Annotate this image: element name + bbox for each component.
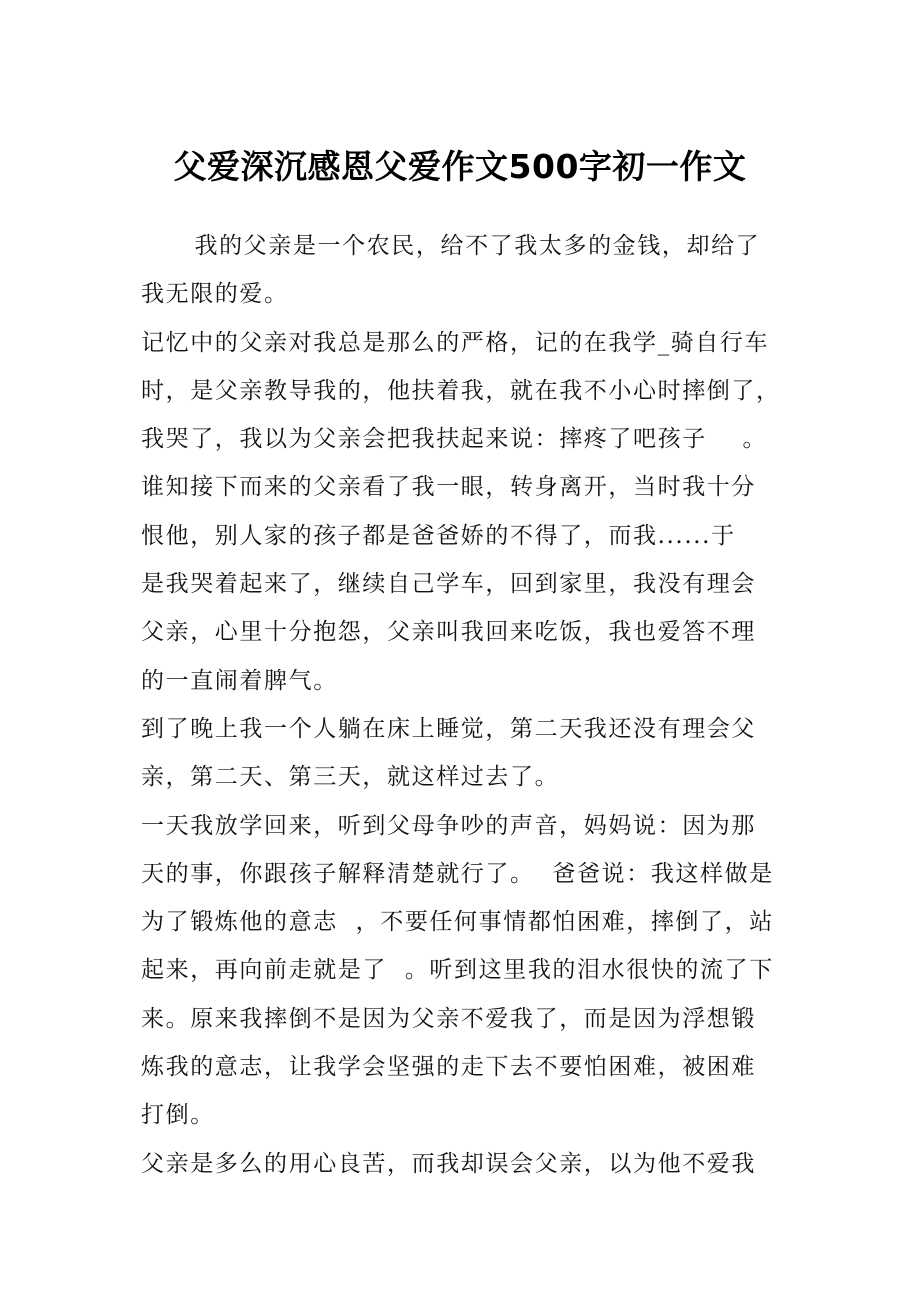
text-line: 恨他，别人家的孩子都是爸爸娇的不得了，而我......于	[141, 522, 736, 549]
text-line: 我的父亲是一个农民，给不了我太多的金钱，却给了	[141, 233, 761, 259]
text-line: 的一直闹着脾气。	[141, 667, 338, 694]
text-line: 父亲是多么的用心良苦，而我却误会父亲，以为他不爱我	[141, 1150, 756, 1177]
text-line: 天的事，你跟孩子解释清楚就行了。 爸爸说：我这样做是	[141, 860, 774, 887]
document-body	[141, 222, 786, 1188]
text-line: 是我哭着起来了，继续自己学车，回到家里，我没有理会	[141, 571, 756, 598]
text-line: 我无限的爱。	[141, 281, 289, 308]
text-line: 来。原来我摔倒不是因为父亲不爱我了，而是因为浮想锻	[141, 1005, 756, 1032]
text-line: 记忆中的父亲对我总是那么的严格，记的在我学_骑自行车	[141, 329, 770, 356]
text-line: 时，是父亲教导我的，他扶着我，就在我不小心时摔倒了，	[141, 377, 781, 404]
text-line: 一天我放学回来，听到父母争吵的声音，妈妈说：因为那	[141, 812, 756, 839]
text-line: 起来，再向前走就是了 。听到这里我的泪水很快的流了下	[141, 957, 774, 984]
text-line: 打倒。	[141, 1102, 215, 1129]
text-line: 炼我的意志，让我学会坚强的走下去不要怕困难，被困难	[141, 1054, 756, 1081]
text-line: 我哭了，我以为父亲会把我扶起来说：摔疼了吧孩子 。	[141, 426, 768, 453]
text-line: 谁知接下而来的父亲看了我一眼，转身离开，当时我十分	[141, 474, 756, 501]
text-line: 到了晚上我一个人躺在床上睡觉，第二天我还没有理会父	[141, 715, 756, 742]
text-line: 父亲，心里十分抱怨，父亲叫我回来吃饭，我也爱答不理	[141, 619, 756, 646]
document-title: 父爱深沉感恩父爱作文500字初一作文	[173, 147, 747, 186]
text-line: 亲，第二天、第三天，就这样过去了。	[141, 764, 560, 791]
text-line: 为了锻炼他的意志 ，不要任何事情都怕困难，摔倒了，站	[141, 909, 774, 936]
